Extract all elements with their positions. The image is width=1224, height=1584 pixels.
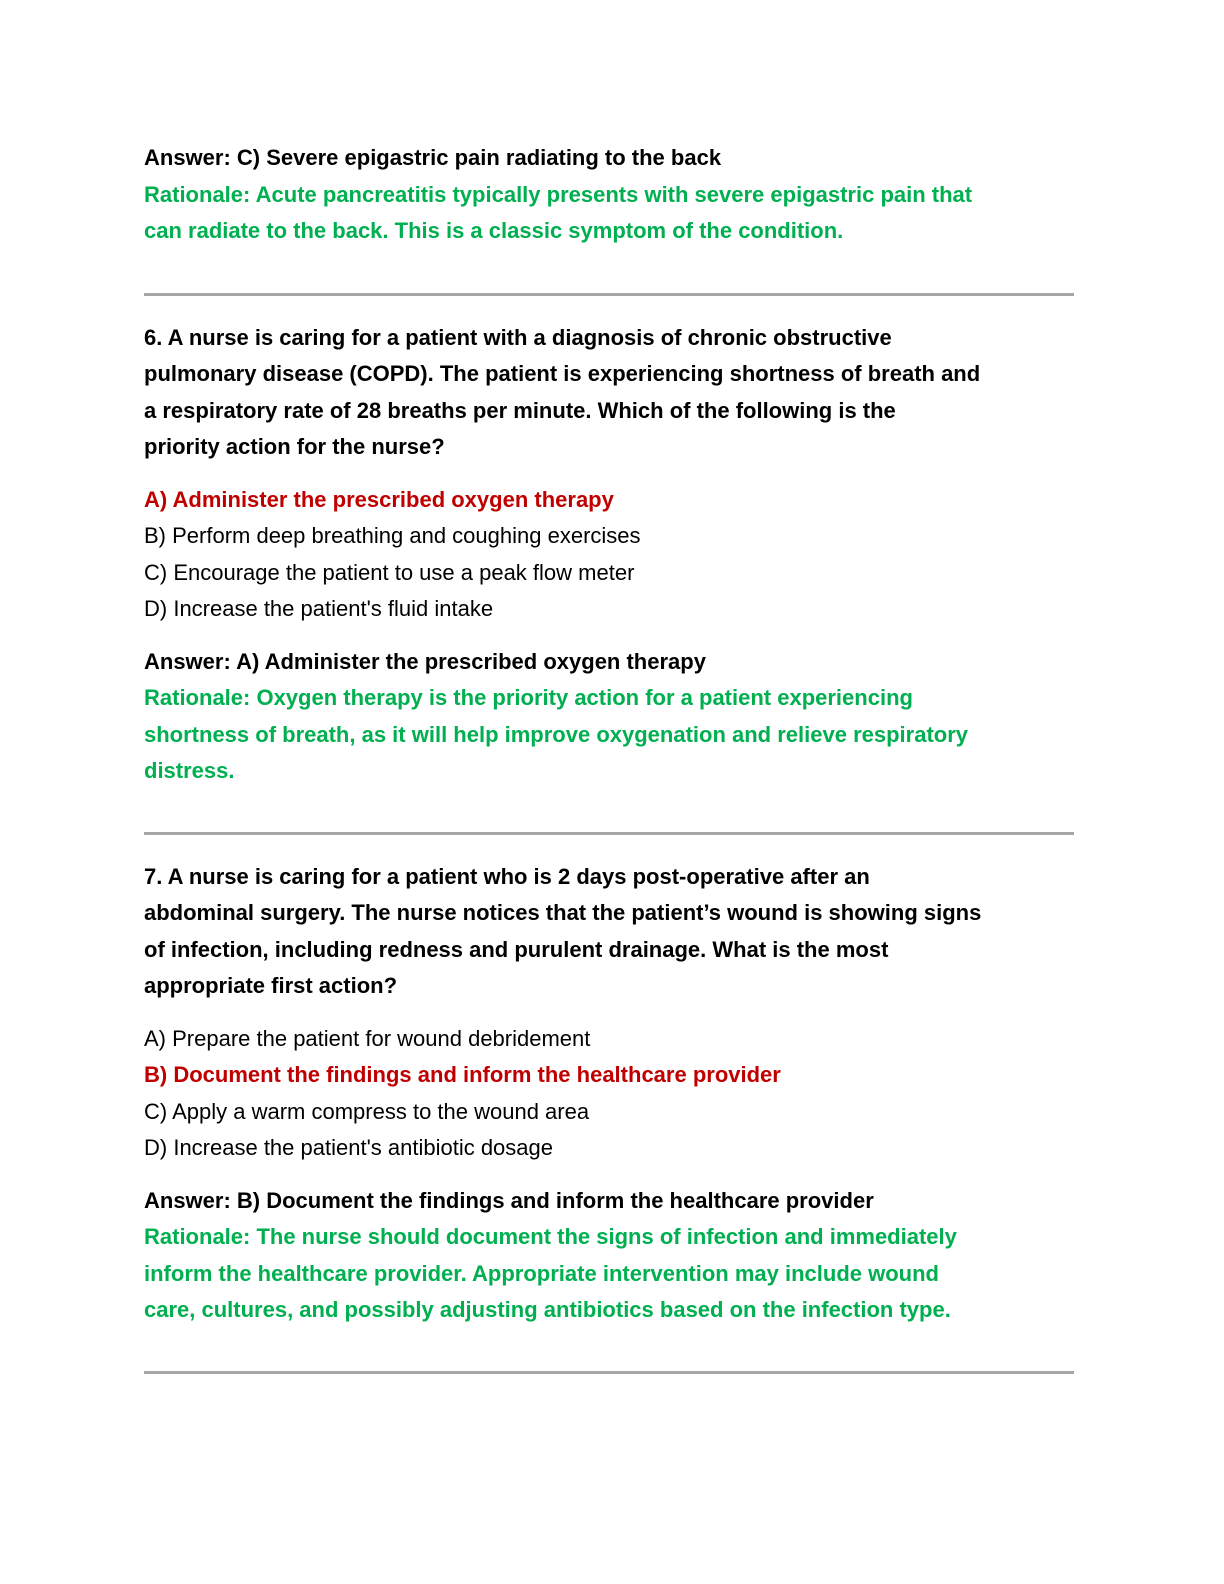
question-6-rationale-line-3: distress. — [144, 758, 235, 783]
prev-rationale-line-1: Rationale: Acute pancreatitis typically presents with severe epigastric pain that — [144, 181, 973, 207]
question-6-answer: Answer: A) Administer the prescribed oxygen therapy — [144, 648, 706, 674]
question-6-option-b: B) Perform deep breathing and coughing exercises — [144, 523, 641, 548]
divider-2 — [144, 832, 1074, 835]
question-7-rationale-line-2: inform the healthcare provider. Appropriate intervention may include wound — [144, 1260, 939, 1286]
divider-1 — [144, 293, 1074, 296]
question-6-rationale-line-2: shortness of breath, as it will help improve oxygenation and relieve respiratory — [144, 721, 969, 747]
question-7-option-d: D) Increase the patient's antibiotic dosage — [144, 1135, 553, 1160]
question-6-line-3: a respiratory rate of 28 breaths per minute. Which of the following is the — [144, 397, 896, 423]
question-7-line-2: abdominal surgery. The nurse notices that the patient’s wound is showing signs — [144, 900, 982, 925]
question-6-block — [144, 320, 1074, 790]
divider-3 — [144, 1371, 1074, 1374]
question-6-rationale-line-1: Rationale: Oxygen therapy is the priority action for a patient experiencing — [144, 685, 913, 710]
question-7-option-a: A) Prepare the patient for wound debridement — [144, 1025, 591, 1051]
question-7-rationale-line-3: care, cultures, and possibly adjusting antibiotics based on the infection type. — [144, 1297, 951, 1322]
question-6-option-a: A) Administer the prescribed oxygen therapy — [144, 486, 614, 512]
document-page — [144, 140, 1074, 1374]
question-7-line-3: of infection, including redness and purulent drainage. What is the most — [144, 936, 889, 962]
question-7-option-c: C) Apply a warm compress to the wound area — [144, 1098, 590, 1124]
question-7-answer: Answer: B) Document the findings and inform the healthcare provider — [144, 1187, 874, 1213]
prev-rationale-line-2: can radiate to the back. This is a classic symptom of the condition. — [144, 218, 844, 243]
prev-answer: Answer: C) Severe epigastric pain radiating to the back — [144, 145, 722, 170]
question-7-line-4: appropriate first action? — [144, 973, 398, 998]
question-6-options — [144, 482, 1074, 628]
question-7-option-b: B) Document the findings and inform the healthcare provider — [144, 1062, 781, 1087]
question-6-option-d: D) Increase the patient's fluid intake — [144, 596, 494, 621]
question-7-options — [144, 1021, 1074, 1167]
question-6-line-1: 6. A nurse is caring for a patient with a diagnosis of chronic obstructive — [144, 324, 892, 350]
question-6-line-2: pulmonary disease (COPD). The patient is experiencing shortness of breath and — [144, 361, 981, 386]
prev-answer-block — [144, 140, 1074, 250]
question-7-block — [144, 859, 1074, 1329]
question-7-rationale-line-1: Rationale: The nurse should document the signs of infection and immediately — [144, 1224, 957, 1249]
question-6-line-4: priority action for the nurse? — [144, 434, 445, 459]
question-6-option-c: C) Encourage the patient to use a peak flow meter — [144, 559, 635, 585]
question-7-line-1: 7. A nurse is caring for a patient who is 2 days post-operative after an — [144, 863, 870, 889]
